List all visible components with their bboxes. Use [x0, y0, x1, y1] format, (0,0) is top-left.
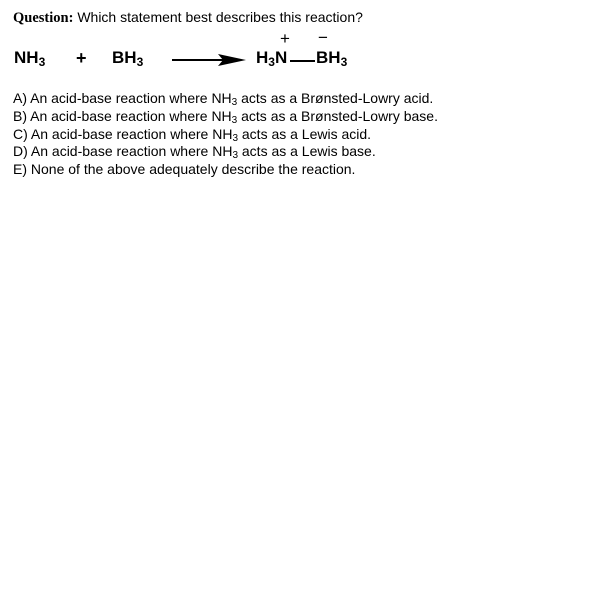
- option-a-text-end: acts as a Brønsted-Lowry acid.: [237, 90, 434, 106]
- reactant-nh3: [14, 48, 45, 68]
- option-c-subscript: 3: [232, 132, 238, 144]
- reaction-arrow-icon: [172, 53, 246, 67]
- option-d-subscript: 3: [232, 150, 238, 162]
- product-bh3-base: BH: [316, 48, 341, 67]
- product-bh3-subscript: 3: [340, 55, 348, 69]
- option-c: [13, 126, 469, 144]
- plus-operator: +: [76, 48, 87, 68]
- option-b-text: B) An acid-base reaction where NH: [13, 107, 232, 124]
- answer-options: [13, 90, 469, 179]
- option-b: [13, 108, 469, 126]
- negative-charge: −: [318, 28, 328, 47]
- reactant-bh3-base: BH: [112, 48, 137, 67]
- product-h-subscript: 3: [268, 55, 275, 69]
- reactant-bh3: [112, 48, 143, 68]
- option-b-text-end: acts as a Brønsted-Lowry base.: [237, 107, 438, 124]
- product-h3n: [256, 48, 287, 68]
- dative-bond: [290, 60, 315, 62]
- positive-charge: +: [280, 29, 290, 48]
- option-d: [13, 143, 469, 161]
- reaction-equation: [0, 0, 600, 90]
- option-a-subscript: 3: [231, 97, 238, 108]
- option-b-subscript: 3: [231, 114, 238, 126]
- option-c-text-end: acts as a Lewis acid.: [238, 125, 372, 142]
- product-n-atom: N: [274, 48, 288, 67]
- reactant-bh3-subscript: 3: [136, 55, 144, 69]
- option-e-text: E) None of the above adequately describe the reaction.: [13, 161, 356, 178]
- option-d-text: D) An acid-base reaction where NH: [13, 143, 233, 160]
- option-c-text: C) An acid-base reaction where NH: [13, 125, 233, 142]
- option-a: [13, 90, 469, 108]
- reactant-nh3-subscript: 3: [38, 55, 46, 69]
- option-a-text: A) An acid-base reaction where NH: [13, 90, 232, 106]
- product-bh3: [316, 48, 347, 68]
- product-h-base: H: [256, 48, 269, 67]
- reactant-nh3-base: NH: [14, 48, 39, 67]
- question-label: Question:: [13, 10, 74, 26]
- question-text: Which statement best describes this reaction?: [77, 9, 363, 25]
- option-d-text-end: acts as a Lewis base.: [238, 143, 376, 160]
- option-e: [13, 161, 469, 179]
